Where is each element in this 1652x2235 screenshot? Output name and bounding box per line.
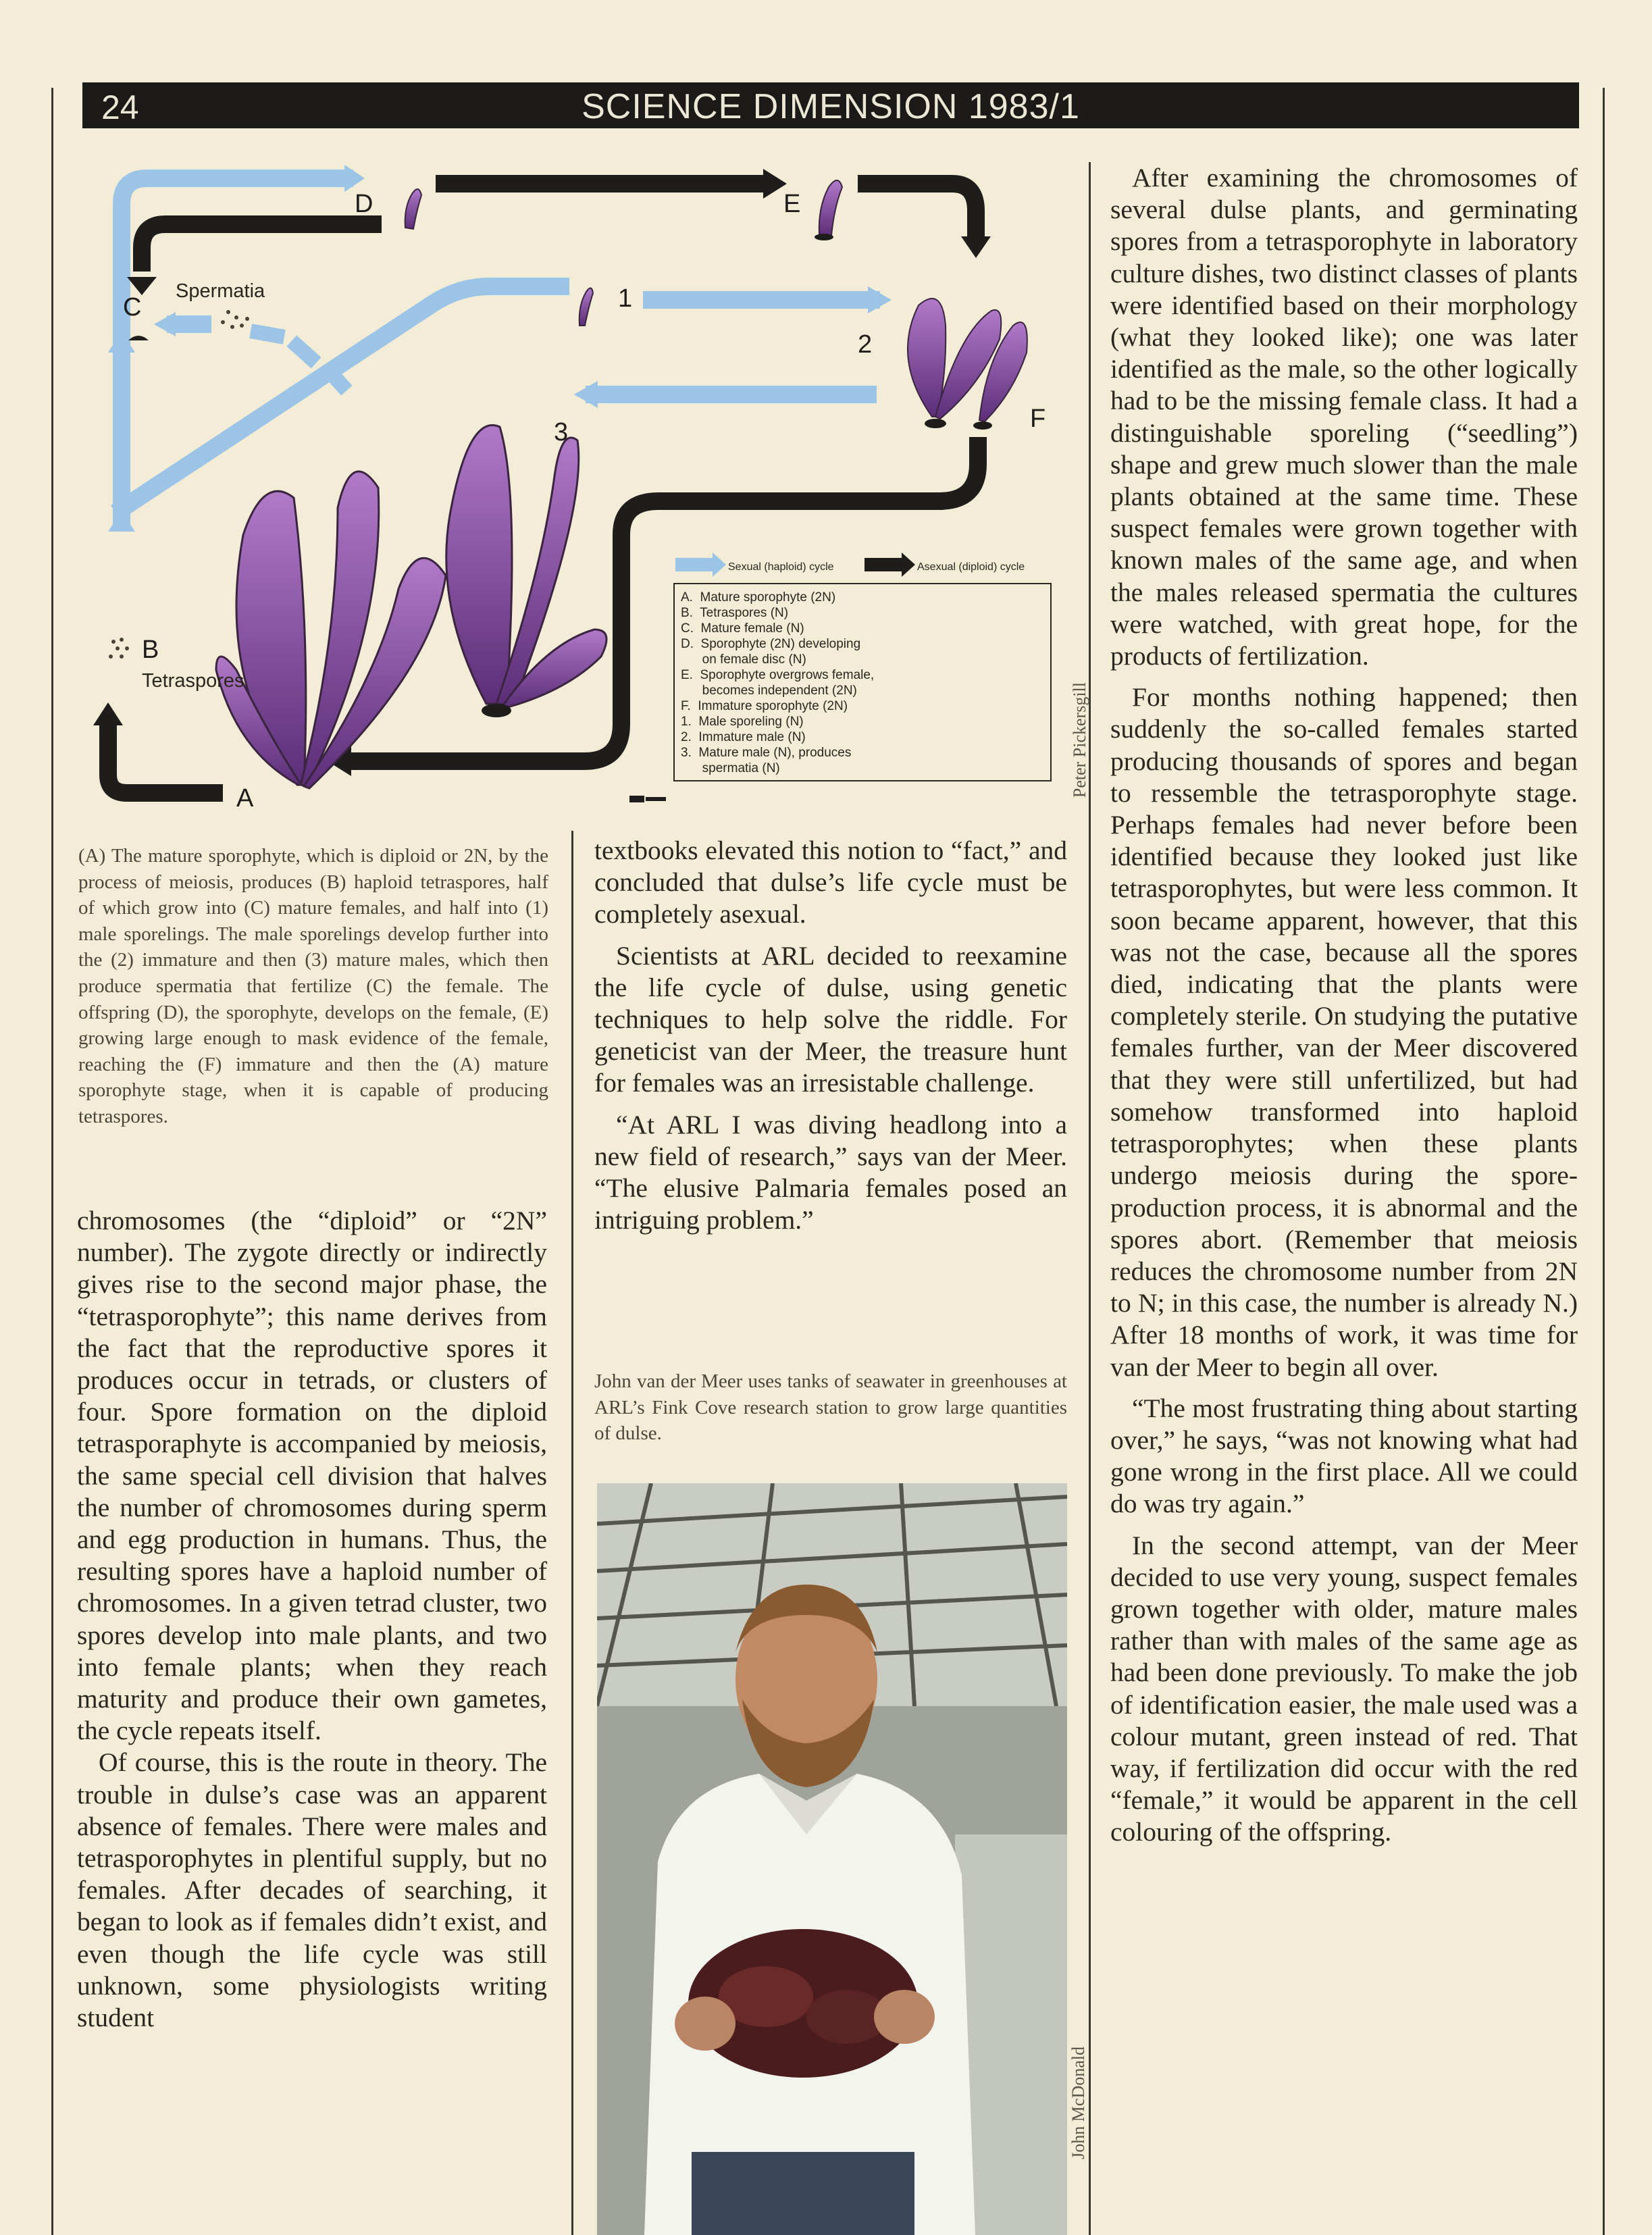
col1-paragraph-1: chromosomes (the “diploid” or “2N” number). The zygote directly or indirectly gives rise to the second major phase, the “tetrasporophyte”; this name derives from the fact that the reproductive spores it produces occur in tetrads, or clusters of four. Spore formation on the diploid tetrasporaphyte is accompanied by meiosis, the same special cell division that halves the number of chromosomes during sperm and egg production in humans. Thus, the resulting spores have a haploid number of chromosomes. In a given tetrad cluster, two spores develop into male plants, and two into female plants; when they reach maturity and produce their own gametes, the cycle repeats itself. <box>77 1206 547 1746</box>
key-item: on female disc (N) <box>681 652 806 667</box>
marker-B: B <box>142 636 159 664</box>
column-1 <box>77 1205 547 2034</box>
col1-paragraph-2: Of course, this is the route in theory. The trouble in dulse’s case was an apparent absence of females. There were males and tetrasporophytes in plentiful supply, but no females. After decades of searching, it began to look as if females didn’t exist, and even though the life cycle was still unknown, some physiologists writing student <box>77 1747 547 2033</box>
key-item: A. Mature sporophyte (2N) <box>681 590 836 605</box>
key-item: 1. Male sporeling (N) <box>681 715 804 729</box>
female-icon <box>128 336 149 340</box>
marker-3: 3 <box>554 418 569 446</box>
key-item: F. Immature sporophyte (2N) <box>681 699 848 713</box>
marker-F: F <box>1030 405 1046 433</box>
key-item: 3. Mature male (N), produces <box>681 746 852 760</box>
marker-2: 2 <box>858 330 873 359</box>
key-item: E. Sporophyte overgrows female, <box>681 668 875 682</box>
column-3 <box>1110 162 1578 1849</box>
page-header <box>82 82 1579 128</box>
legend <box>675 553 1025 577</box>
marker-D: D <box>355 190 373 218</box>
right-margin-rule <box>1603 88 1605 2235</box>
page-number: 24 <box>101 88 139 126</box>
column-rule-1 <box>571 831 573 2235</box>
photo-credit: John McDonald <box>1068 2047 1088 2159</box>
sporophyte-on-female-icon <box>405 189 421 229</box>
left-margin-rule <box>51 88 53 2235</box>
independent-sporophyte-icon <box>815 180 842 240</box>
tetraspores-dots-icon <box>109 638 129 659</box>
col2-paragraph-1: textbooks elevated this notion to “fact,” and concluded that dulse’s life cycle must be completely asexual. <box>594 836 1067 929</box>
marker-C: C <box>123 293 142 322</box>
magazine-title: SCIENCE DIMENSION 1983/1 <box>582 87 1080 126</box>
col3-paragraph-1: After examining the chromosomes of several dulse plants, and germinating spores from a tetrasporophyte in laboratory culture dishes, two distinct classes of plants were identified based on their morphology (what they looked like); one was later identified as the male, so the other logically had to be the missing female class. It had a distinguishable sporeling (“seedling”) shape and grew much slower than the male plants obtained at the same time. These suspect females were grown together with known males of the same age, and when the males released spermatia the cultures were watched, with great hope, for the products of fertilization. <box>1110 163 1578 671</box>
legend-sexual: Sexual (haploid) cycle <box>728 561 834 573</box>
col2-paragraph-3: “At ARL I was diving headlong into a new field of research,” says van der Meer. “The elusive Palmaria females posed an intriguing problem.” <box>594 1109 1067 1235</box>
greenhouse-photo <box>597 1483 1067 2235</box>
key-item: D. Sporophyte (2N) developing <box>681 637 861 651</box>
marker-E: E <box>783 190 801 218</box>
column-rule-2 <box>1089 162 1091 2235</box>
marker-A: A <box>236 784 254 813</box>
artist-signature <box>629 796 666 802</box>
tetraspores-label: Tetraspores <box>142 670 244 692</box>
life-cycle-diagram <box>81 157 1087 815</box>
mature-sporophyte-plant-icon <box>216 471 446 788</box>
col2-paragraph-2: Scientists at ARL decided to reexamine the life cycle of dulse, using genetic techniques to help solve the riddle. For geneticist van der Meer, the treasure hunt for females was an irresistable challenge. <box>594 940 1067 1098</box>
diagram-credit: Peter Pickersgill <box>1070 682 1089 798</box>
col3-paragraph-4: In the second attempt, van der Meer decided to use very young, suspect females grown together with older, mature males rather than with males of the same age as had been done previously. To make the job of identification easier, the male used was a colour mutant, green instead of red. That way, if fertilization did occur with the red “female,” it would be apparent in the cell colouring of the offspring. <box>1110 1530 1578 1847</box>
spermatia-dots-icon <box>221 310 249 329</box>
key-item: C. Mature female (N) <box>681 621 804 636</box>
immature-plants-icon <box>908 299 1027 430</box>
diagram-caption: (A) The mature sporophyte, which is diploid or 2N, by the process of meiosis, produces (B) haploid tetraspores, half of which grow into (C) mature females, and half into (1) male sporelings. The male sporelings develop further into the (2) immature and then (3) mature males, which then produce spermatia that fertilize (C) the female. The offspring (D), the sporophyte, develops on the female, (E) growing large enough to mask evidence of the female, reaching the (F) immature and then the (A) mature sporophyte stage, when it is capable of producing tetraspores. <box>78 845 548 1127</box>
key-item: spermatia (N) <box>681 761 780 775</box>
marker-1: 1 <box>618 284 633 313</box>
key-item: 2. Immature male (N) <box>681 730 806 744</box>
spermatia-dashes <box>258 332 342 385</box>
mature-male-plant-icon <box>446 426 606 718</box>
photo-caption: John van der Meer uses tanks of seawater in greenhouses at ARL’s Fink Cove research station to grow large quantities of dulse. <box>594 1370 1067 1445</box>
legend-asexual: Asexual (diploid) cycle <box>917 561 1025 573</box>
male-sporeling-icon <box>579 288 593 326</box>
col3-paragraph-3: “The most frustrating thing about starting over,” he says, “was not knowing what had gone wrong in the first place. All we could do was try again.” <box>1110 1393 1578 1519</box>
spermatia-label: Spermatia <box>176 280 265 302</box>
key-list <box>681 590 874 775</box>
key-item: B. Tetraspores (N) <box>681 606 789 620</box>
key-item: becomes independent (2N) <box>681 684 857 698</box>
column-2 <box>594 835 1067 1236</box>
col3-paragraph-2: For months nothing happened; then suddenly the so-called females started producing thousands of spores and began to ressemble the tetrasporophyte stage. Perhaps females had never before been identified because they looked just like tetrasporophytes, but were less common. It soon became apparent, however, that this was not the case, because all the spores died, indicating that the plants were completely sterile. On studying the putative females further, van der Meer discovered that they were still unfertilized, but had somehow transformed into haploid tetrasporophytes; when these plants undergo meiosis during the spore-production process, it is abnormal and the spores abort. (Remember that meiosis reduces the chromosome number from 2N to N; in this case, the number is already N.) After 18 months of work, it was time for van der Meer to begin all over. <box>1110 682 1578 1382</box>
